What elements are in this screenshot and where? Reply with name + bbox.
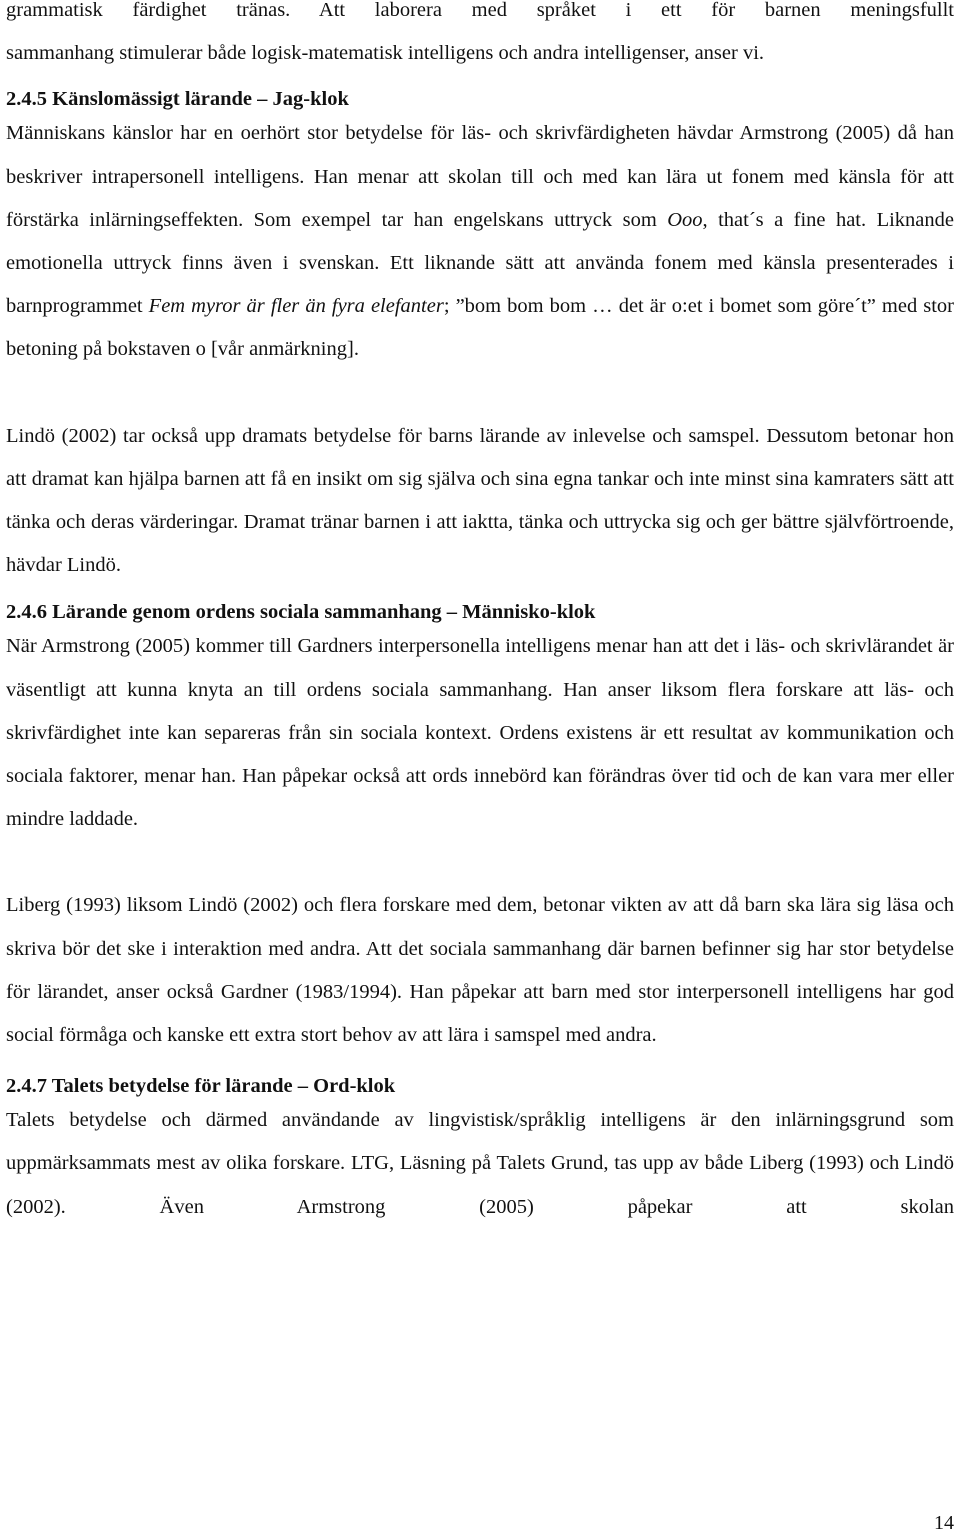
paragraph-continued-line-1: grammatisk färdighet tränas. Att laborera med språket i ett för barnen meningsfullt bbox=[6, 0, 954, 21]
italic-program-title: Fem myror är fler än fyra elefanter bbox=[148, 295, 444, 318]
paragraph-emotional-learning: Människans känslor har en oerhört stor betydelse för läs- och skrivfärdigheten hävdar Armstrong (2005) då han beskriver intrapersonell intelligens. Han menar att skolan till och med kan lära ut fonem med känsla för att förstärka inlärningseffekten. Som exempel tar han engelskans uttryck som Ooo, that´s a fine hat. Liknande emotionella uttryck finns även i svenskan. Ett liknande sätt att använda fonem med känsla presenterades i barnprogrammet Fem myror är fler än fyra elefanter; ”bom bom bom … det är o:et i bomet som göre´t” med stor betoning på bokstaven o [vår anmärkning]. bbox=[6, 122, 954, 361]
section-heading-2-4-7: 2.4.7 Talets betydelse för lärande – Ord-klok bbox=[6, 1075, 396, 1098]
paragraph-interpersonal: När Armstrong (2005) kommer till Gardners interpersonella intelligens menar han att det i läs- och skrivlärandet är väsentligt att kunna knyta an till ordens sociala sammanhang. Han anser liksom flera forskare att läs- och skrivfärdighet inte kan separeras från sin sociala kontext. Ordens existens är ett resultat av kommunikation och sociala faktorer, menar han. Han påpekar också att ords innebörd kan förändras över tid och de kan vara mer eller mindre laddade. bbox=[6, 635, 954, 831]
section-heading-2-4-5: 2.4.5 Känslomässigt lärande – Jag-klok bbox=[6, 88, 349, 111]
page-number: 14 bbox=[934, 1512, 954, 1534]
paragraph-interaction: Liberg (1993) liksom Lindö (2002) och flera forskare med dem, betonar vikten av att då barn ska lära sig läsa och skriva bör det ske i interaktion med andra. Att det sociala sammanhang där barnen befinner sig har stor betydelse för lärandet, anser också Gardner (1983/1994). Han påpekar att barn med stor interpersonell intelligens har god social förmåga och kanske ett extra stort behov av att lära i samspel med andra. bbox=[6, 894, 954, 1047]
paragraph-speech: Talets betydelse och därmed användande av lingvistisk/språklig intelligens är den inlärningsgrund som uppmärksammats mest av olika forskare. LTG, Läsning på Talets Grund, tas upp av både Liberg (1993) och Lindö (2002). Även Armstrong (2005) påpekar att skolan bbox=[6, 1109, 954, 1218]
paragraph-continued-line-2: sammanhang stimulerar både logisk-matematisk intelligens och andra intelligenser, anser vi. bbox=[6, 42, 765, 65]
document-page bbox=[6, 0, 954, 1229]
section-heading-2-4-6: 2.4.6 Lärande genom ordens sociala sammanhang – Människo-klok bbox=[6, 601, 596, 624]
paragraph-drama: Lindö (2002) tar också upp dramats betydelse för barns lärande av inlevelse och samspel. Dessutom betonar hon att dramat kan hjälpa barnen att få en insikt om sig själva och sina egna tankar och inte minst sina kamraters sätt att tänka och deras värderingar. Dramat tränar barnen i att iaktta, tänka och uttrycka sig och ger bättre självförtroende, hävdar Lindö. bbox=[6, 424, 954, 577]
italic-example: Ooo bbox=[667, 208, 703, 231]
